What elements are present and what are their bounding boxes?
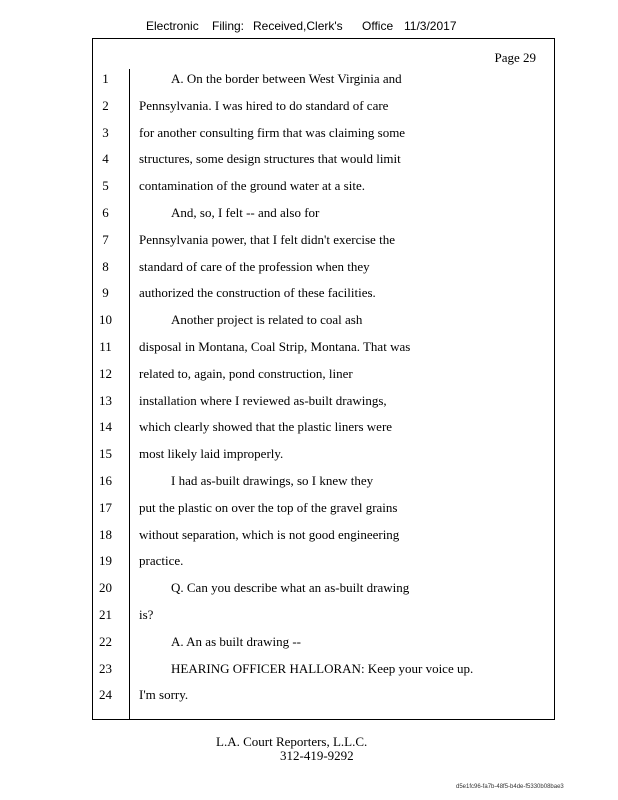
- footer-phone-number: 312-419-9292: [280, 748, 354, 763]
- transcript-line: [93, 150, 554, 168]
- filing-header: [0, 19, 618, 39]
- transcript-line: [93, 579, 554, 597]
- transcript-line: [93, 231, 554, 249]
- transcript-line: [93, 124, 554, 142]
- line-number: 6: [102, 205, 109, 220]
- line-text: put the plastic on over the top of the gravel grains: [139, 499, 398, 515]
- line-number: 5: [102, 178, 109, 194]
- line-number: 15: [99, 446, 112, 462]
- document-id: d5e1fc96-fa7b-48f5-b4de-f5330b08bae3: [456, 784, 564, 790]
- transcript-line: [93, 686, 554, 704]
- transcript-line: [93, 552, 554, 570]
- line-number: 11: [99, 339, 112, 354]
- line-text: A. An as built drawing --: [171, 633, 301, 649]
- filing-header-part: Received,Clerk's: [253, 19, 343, 33]
- line-text: A. On the border between West Virginia and: [171, 71, 402, 86]
- line-text: I had as-built drawings, so I knew they: [171, 473, 374, 488]
- line-number: 4: [102, 151, 109, 167]
- filing-header-part: Electronic: [146, 19, 199, 33]
- line-text: standard of care of the profession when they: [139, 258, 370, 274]
- line-text: I'm sorry.: [139, 687, 189, 703]
- transcript-line: [93, 660, 554, 678]
- line-text: Pennsylvania. I was hired to do standard of care: [139, 97, 389, 113]
- line-number: 14: [99, 419, 112, 435]
- line-number: 13: [99, 392, 112, 408]
- line-text: HEARING OFFICER HALLORAN: Keep your voice up.: [171, 660, 474, 676]
- line-number: 22: [99, 633, 112, 649]
- line-number: 21: [99, 607, 112, 622]
- line-text: Q. Can you describe what an as-built drawing: [171, 580, 410, 596]
- line-number: 1: [102, 71, 109, 86]
- filing-header-part: Filing:: [212, 19, 245, 33]
- line-text: most likely laid improperly.: [139, 446, 284, 462]
- transcript-line: [93, 472, 554, 490]
- transcript-line: [93, 70, 554, 88]
- line-number: 7: [102, 231, 109, 247]
- line-text: contamination of the ground water at a site.: [139, 178, 365, 194]
- transcript-line: [93, 445, 554, 463]
- transcript-line: [93, 365, 554, 383]
- transcript-line: [93, 633, 554, 651]
- transcript-line: [93, 606, 554, 624]
- line-number: 2: [102, 97, 109, 113]
- filing-header-part: Office: [362, 19, 394, 33]
- transcript-line: [93, 418, 554, 436]
- transcript-line: [93, 392, 554, 410]
- filing-header-part: 11/3/2017: [404, 19, 457, 33]
- line-text: practice.: [139, 553, 184, 569]
- transcript-line: [93, 204, 554, 222]
- line-text: is?: [139, 607, 154, 622]
- transcript-page-frame: [92, 38, 555, 720]
- transcript-line: [93, 311, 554, 329]
- transcript-line: [93, 499, 554, 517]
- line-text: for another consulting firm that was claiming some: [139, 124, 406, 140]
- line-text: related to, again, pond construction, liner: [139, 365, 353, 381]
- page-number: Page 29: [494, 50, 536, 65]
- line-number: 16: [99, 473, 112, 488]
- line-number: 9: [102, 285, 109, 301]
- line-number: 18: [99, 526, 112, 542]
- transcript-line: [93, 338, 554, 356]
- line-text: installation where I reviewed as-built drawings,: [139, 392, 387, 408]
- transcript-line: [93, 177, 554, 195]
- line-text: structures, some design structures that would limit: [139, 151, 401, 167]
- line-text: Another project is related to coal ash: [171, 312, 363, 328]
- line-text: without separation, which is not good engineering: [139, 526, 400, 542]
- line-number: 23: [99, 660, 112, 676]
- transcript-line: [93, 97, 554, 115]
- line-number: 12: [99, 365, 112, 381]
- transcript-line: [93, 258, 554, 276]
- line-text: disposal in Montana, Coal Strip, Montana. That was: [139, 339, 411, 354]
- line-text: which clearly showed that the plastic liners were: [139, 419, 393, 435]
- transcript-line: [93, 526, 554, 544]
- line-text: And, so, I felt -- and also for: [171, 205, 320, 220]
- line-number: 3: [102, 124, 109, 140]
- line-text: authorized the construction of these facilities.: [139, 285, 376, 301]
- line-number: 8: [102, 258, 109, 274]
- footer-company-name: L.A. Court Reporters, L.L.C.: [216, 734, 368, 749]
- line-number: 19: [99, 553, 112, 569]
- transcript-line: [93, 284, 554, 302]
- line-number: 10: [99, 312, 112, 328]
- line-number: 20: [99, 580, 112, 596]
- line-number: 24: [99, 687, 112, 703]
- line-text: Pennsylvania power, that I felt didn't exercise the: [139, 231, 395, 247]
- line-number: 17: [99, 499, 112, 515]
